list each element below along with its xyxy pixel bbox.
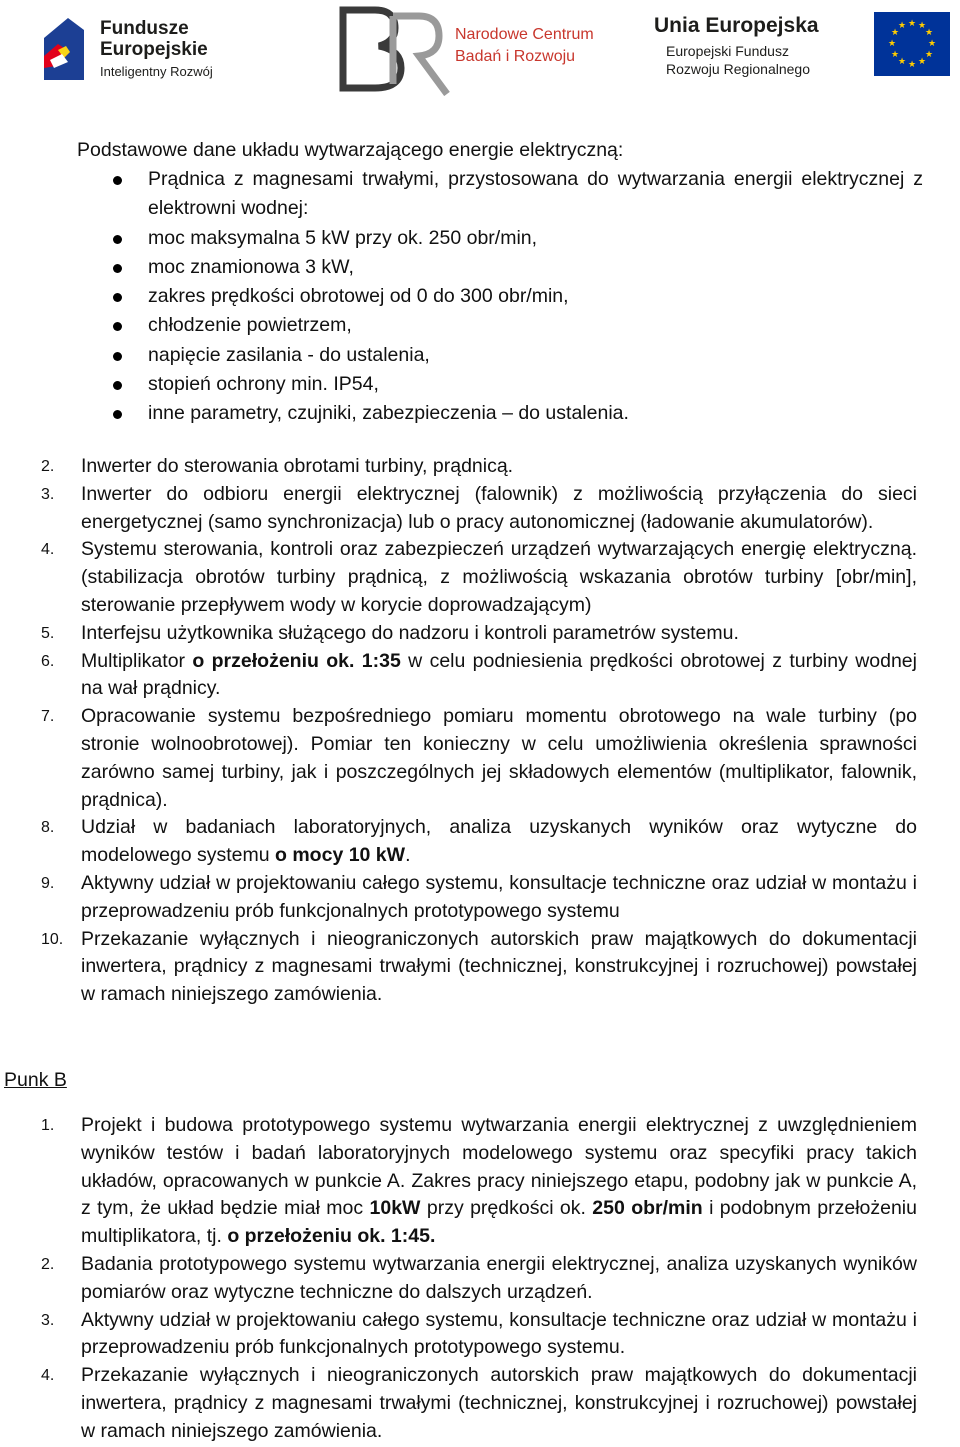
ncbr-line2: Badań i Rozwoju [455,48,576,65]
bold-text: o przełożeniu ok. 1:35 [192,649,401,672]
list-item [41,1307,917,1363]
svg-text:★: ★ [897,21,907,31]
list-number: 4. [41,541,55,559]
list-number: 3. [41,1311,55,1329]
list-text: Systemu sterowania, kontroli oraz zabezpieczeń urządzeń wytwarzających energię elektryczną.(stabilizacja obrotów turbiny prądnicą, z możliwością wskazania obrotów turbiny [obr/min], sterowanie przepływem wody w korycie doprowadzającym) [81,538,917,616]
bullet-item: chłodzenie powietrzem, [113,311,923,340]
list-number: 6. [41,652,55,670]
list-item [41,926,917,1009]
list-item [41,648,917,704]
svg-text:★: ★ [897,57,907,67]
list-item [41,1112,917,1251]
svg-text:★: ★ [907,19,917,29]
scope-list-b [41,1112,917,1446]
scope-list-a [41,453,917,1009]
list-number: 10. [41,930,64,948]
bullet-item: napięcie zasilania - do ustalenia, [113,341,923,370]
bold-text: o mocy 10 kW [275,844,406,867]
list-text: Aktywny udział w projektowaniu całego systemu, konsultacje techniczne oraz udział w montażu i przeprowadzeniu prób funkcjonalnych prototypowego systemu [81,871,917,922]
fe-emblem-icon [40,10,88,82]
list-number: 2. [41,1255,55,1273]
svg-text:★: ★ [917,57,927,67]
section-heading-punk-b: Punk B [4,1069,67,1091]
unia-europejska-logo [652,10,952,90]
list-number: 2. [41,458,55,475]
list-text: w celu podniesienia prędkości obrotowej z turbiny wodnej na wał prądnicy. [81,649,917,700]
svg-text:★: ★ [890,50,900,60]
list-text: Inwerter do sterowania obrotami turbiny, prądnicą. [81,455,514,477]
bold-text: 10kW [369,1197,421,1220]
generator-specs-list [113,165,923,429]
bullet-item: Prądnica z magnesami trwałymi, przystosowana do wytwarzania energii elektrycznej z elektrowni wodnej: [113,165,923,224]
list-text: Inwerter do odbioru energii elektrycznej (falownik) z możliwością przyłączenia do sieci energetycznej (samo synchronizacja) lub o pracy autonomicznej (ładowanie akumulatorów). [81,482,917,533]
fe-line1: Fundusze [100,18,189,39]
list-item [41,814,917,870]
svg-text:★: ★ [890,28,900,38]
list-text: Interfejsu użytkownika służącego do nadzoru i kontroli parametrów systemu. [81,621,739,644]
list-text: Opracowanie systemu bezpośredniego pomiaru momentu obrotowego na wale turbiny (po stronie wolnoobrotowej). Pomiar ten konieczny w celu umożliwienia określenia sprawności zarówno samej turbiny, jak i poszczególnych jej składowych elementów (multiplikator, falownik, prądnica). [81,705,917,811]
bold-text: 250 obr/min [592,1197,703,1220]
list-text: Badania prototypowego systemu wytwarzania energii elektrycznej, analiza uzyskanych wyników pomiarów oraz wytyczne techniczne do dalszych urządzeń. [81,1252,917,1303]
ue-line2: Europejski Fundusz [666,43,789,59]
list-text: Przekazanie wyłącznych i nieograniczonych autorskich praw majątkowych do dokumentacji inwertera, prądnicy z magnesami trwałymi (technicznej, konstrukcyjnej i rozruchowej) powstałej w ramach niniejszego zamówienia. [81,1364,917,1442]
ncbr-br-emblem-icon [335,4,455,96]
bullet-item: inne parametry, czujniki, zabezpieczenia – do ustalenia. [113,399,923,428]
list-text: Projekt i budowa prototypowego systemu wytwarzania energii elektrycznej z uwzględnieniem wyników testów i badań laboratoryjnych modelowego systemu oraz specyfiki pracy takich układów, opracowanych w punkcie A. Zakres pracy niniejszego etapu, podobny jak w punkcie A, z tym, że układ będzie miał moc [81,1114,917,1220]
svg-text:★: ★ [907,60,917,70]
list-item [41,536,917,619]
svg-text:★: ★ [924,28,934,38]
svg-text:★: ★ [924,50,934,60]
svg-text:★: ★ [887,39,897,49]
bold-text: o przełożeniu ok. 1:45. [227,1225,436,1248]
svg-text:★: ★ [917,21,927,31]
svg-text:★: ★ [927,39,937,49]
list-number: 7. [41,708,55,726]
bullet-item: zakres prędkości obrotowej od 0 do 300 obr/min, [113,282,923,311]
list-number: 9. [41,874,55,892]
list-text: Multiplikator [81,649,193,672]
list-number: 4. [41,1367,55,1385]
fe-line2: Europejskie [100,39,208,60]
list-text: przy prędkości ok. [420,1197,593,1220]
bullet-item: moc maksymalna 5 kW przy ok. 250 obr/min, [113,224,923,253]
list-text: Udział w badaniach laboratoryjnych, analiza uzyskanych wyników oraz wytyczne do modelowego systemu [81,816,917,867]
list-item [41,1362,917,1445]
intro-line: Podstawowe dane układu wytwarzającego energie elektryczną: [77,139,624,161]
list-number: 5. [41,624,55,642]
list-text: Aktywny udział w projektowaniu całego systemu, konsultacje techniczne oraz udział w montażu i przeprowadzeniu prób funkcjonalnych prototypowego systemu. [81,1308,917,1359]
ncbr-logo [335,4,595,96]
list-text: i podobnym przełożeniu multiplikatora, tj. [81,1197,917,1248]
list-number: 8. [41,819,55,837]
list-item [41,453,917,481]
list-number: 3. [41,485,55,503]
fe-line3: Inteligentny Rozwój [100,64,213,79]
ncbr-line1: Narodowe Centrum [455,26,594,43]
list-item [41,1251,917,1307]
fundusze-europejskie-logo [40,8,240,88]
list-item [41,620,917,648]
bullet-item: moc znamionowa 3 kW, [113,253,923,282]
list-item [41,481,917,537]
list-number: 1. [41,1117,55,1134]
list-text: . [405,844,411,867]
header-logos [0,0,960,100]
list-item [41,870,917,926]
ue-line1: Unia Europejska [654,14,819,37]
ue-line3: Rozwoju Regionalnego [666,61,810,77]
bullet-item: stopień ochrony min. IP54, [113,370,923,399]
eu-flag-icon [874,12,950,76]
list-item [41,703,917,814]
list-text: Przekazanie wyłącznych i nieograniczonych autorskich praw majątkowych do dokumentacji inwertera, prądnicy z magnesami trwałymi (technicznej, konstrukcyjnej i rozruchowej) powstałej w ramach niniejszego zamówienia. [81,927,917,1006]
